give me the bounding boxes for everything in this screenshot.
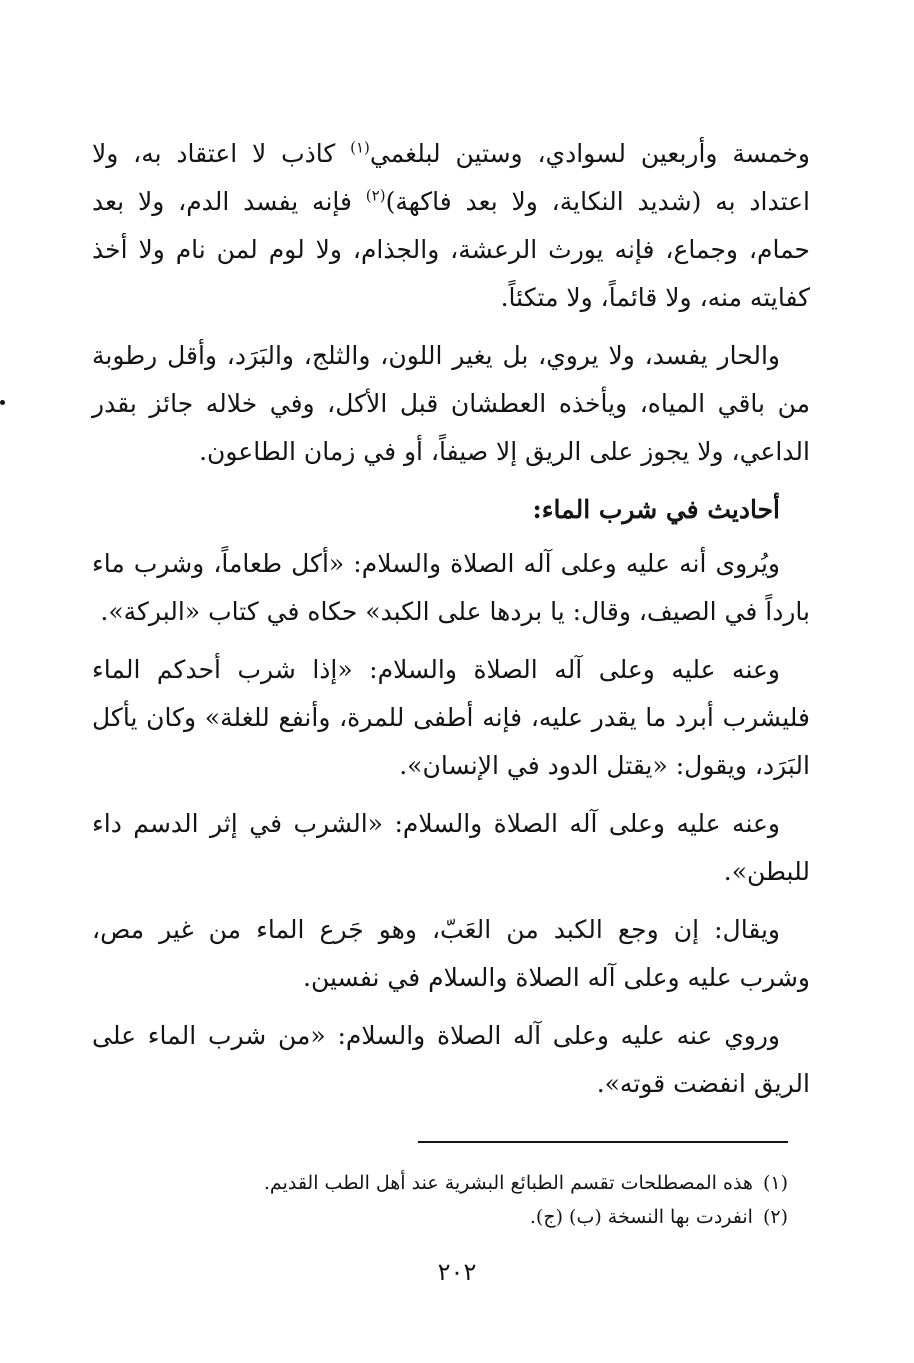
paragraph-1-part-3: فإنه يفسد الدم، ولا بعد حمام، وجماع، فإنه يورث الرعشة، والجذام، ولا لوم لمن نام ولا أخذ كفايته منه، ولا قائماً، ولا متكئاً.: [92, 187, 810, 312]
section-heading: أحاديث في شرب الماء:: [532, 495, 780, 524]
paragraph-1: [92, 130, 810, 322]
footnote-ref-2: (٢): [365, 186, 386, 205]
main-text: [92, 130, 810, 1118]
paragraph-1-part-2: كاذب لا اعتقاد به، ولا اعتداد به (شديد النكاية، ولا بعد فاكهة): [92, 139, 810, 216]
hadith-paragraph: وعنه عليه وعلى آله الصلاة والسلام: «الشرب في إثر الدسم داء للبطن».: [92, 809, 810, 886]
footnote-1: [92, 1166, 788, 1200]
footnote-number: (١): [762, 1172, 788, 1194]
page-number: ٢٠٢: [437, 1258, 477, 1286]
footnote-number: (٢): [762, 1206, 788, 1228]
hadith-paragraph: ويُروى أنه عليه وعلى آله الصلاة والسلام: «أكل طعاماً، وشرب ماء بارداً في الصيف، وقال: يا بردها على الكبد» حكاه في كتاب «البركة».: [92, 549, 810, 626]
hadith-paragraph: ويقال: إن وجع الكبد من العَبّ، وهو جَرع الماء من غير مص، وشرب عليه وعلى آله الصلاة والسلام في نفسين.: [92, 915, 810, 992]
footnote-ref-1: (١): [350, 138, 370, 157]
footnote-separator: [418, 1141, 788, 1143]
footnote-text: هذه المصطلحات تقسم الطبائع البشرية عند أهل الطب القديم.: [263, 1172, 753, 1194]
margin-mark: [0, 400, 5, 405]
paragraph-2: والحار يفسد، ولا يروي، بل يغير اللون، والثلج، والبَرَد، وأقل رطوبة من باقي المياه، ويأخذه العطشان قبل الأكل، وفي خلاله جائز بقدر الداعي، ولا يجوز على الريق إلا صيفاً، أو في زمان الطاعون.: [92, 341, 810, 466]
footnote-text: انفردت بها النسخة (ب) (ج).: [529, 1206, 753, 1228]
hadith-paragraph: وعنه عليه وعلى آله الصلاة والسلام: «إذا شرب أحدكم الماء فليشرب أبرد ما يقدر عليه، فإنه أطفى للمرة، وأنفع للغلة» وكان يأكل البَرَد، ويقول: «يقتل الدود في الإنسان».: [92, 655, 810, 780]
footnote-2: [92, 1200, 788, 1234]
footnotes: [92, 1166, 788, 1234]
paragraph-1-part-1: وخمسة وأربعين لسوادي، وستين لبلغمي: [369, 139, 811, 168]
hadith-paragraph: وروي عنه عليه وعلى آله الصلاة والسلام: «من شرب الماء على الريق انفضت قوته».: [92, 1021, 810, 1098]
